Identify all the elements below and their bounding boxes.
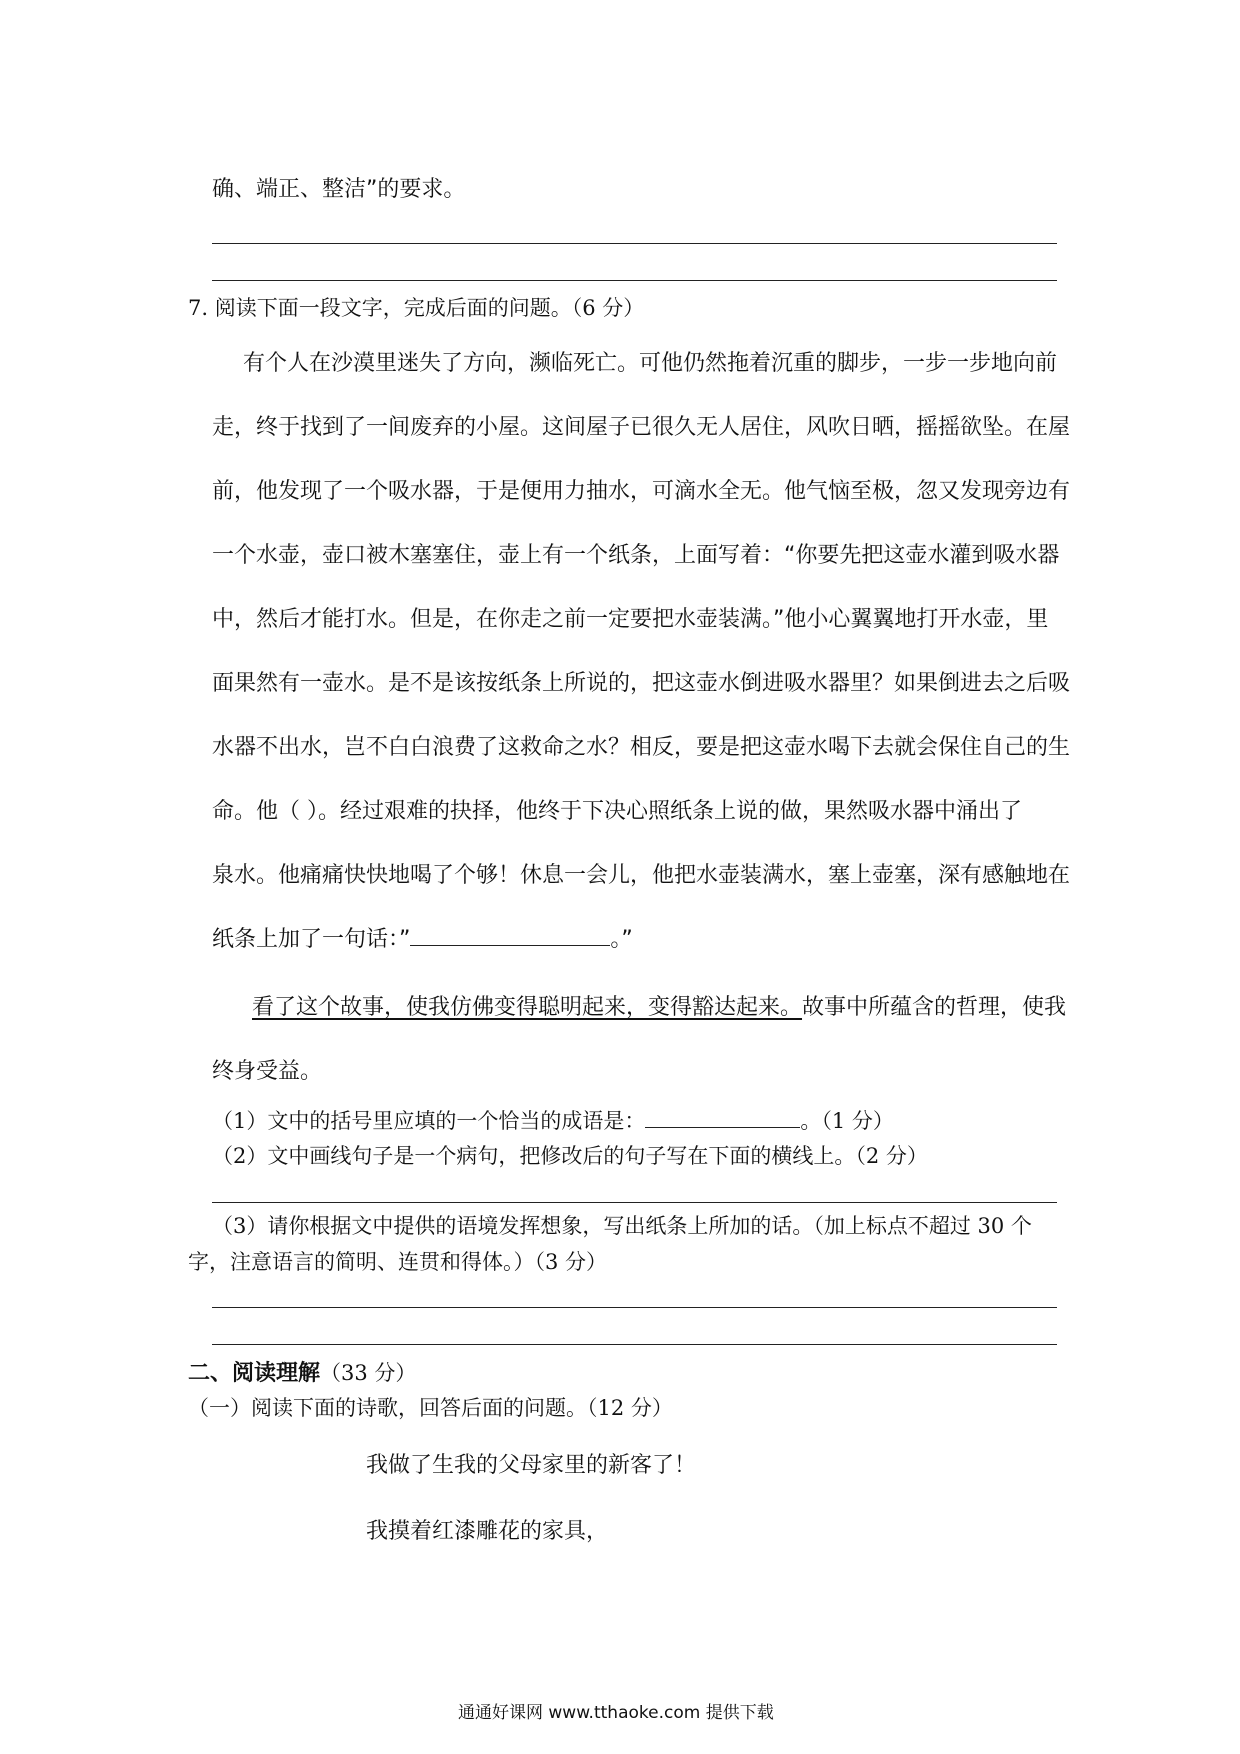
idiom-blank bbox=[645, 1109, 800, 1128]
sub-question-3-line2: 字，注意语言的简明、连贯和得体。）（3 分） bbox=[188, 1250, 608, 1274]
passage-line: 中，然后才能打水。但是，在你走之前一定要把水壶装满。”他小心翼翼地打开水壶，里 bbox=[212, 607, 1049, 632]
passage-last-line bbox=[212, 922, 633, 953]
passage-final-line: 终身受益。 bbox=[212, 1059, 323, 1084]
passage-last-suffix: 。” bbox=[610, 927, 633, 952]
answer-line bbox=[212, 280, 1057, 281]
sub1-prefix: （1）文中的括号里应填的一个恰当的成语是： bbox=[212, 1109, 646, 1133]
passage-line: 前，他发现了一个吸水器，于是便用力抽水，可滴水全无。他气恼至极，忽又发现旁边有 bbox=[212, 479, 1071, 504]
passage-line: 走，终于找到了一间废弃的小屋。这间屋子已很久无人居住，风吹日晒，摇摇欲坠。在屋 bbox=[212, 415, 1071, 440]
passage-line: 水器不出水，岂不白白浪费了这救命之水？相反，要是把这壶水喝下去就会保住自己的生 bbox=[212, 735, 1071, 760]
section-2-score: （33 分） bbox=[320, 1361, 417, 1385]
passage-line: 有个人在沙漠里迷失了方向，濒临死亡。可他仍然拖着沉重的脚步，一步一步地向前 bbox=[243, 351, 1058, 376]
poem-line: 我做了生我的父母家里的新客了！ bbox=[366, 1453, 697, 1478]
passage-conclusion bbox=[252, 990, 1066, 1021]
passage-line: 一个水壶，壶口被木塞塞住，壶上有一个纸条，上面写着：“你要先把这壶水灌到吸水器 bbox=[212, 543, 1060, 568]
answer-line bbox=[212, 243, 1057, 244]
section-2-title bbox=[188, 1356, 416, 1387]
underlined-sentence: 看了这个故事，使我仿佛变得聪明起来，变得豁达起来。 bbox=[252, 995, 803, 1020]
passage-last-prefix: 纸条上加了一句话：” bbox=[212, 927, 411, 952]
section-2-title-main: 二、阅读理解 bbox=[188, 1360, 321, 1386]
passage-line: 泉水。他痛痛快快地喝了个够！休息一会儿，他把水壶装满水，塞上壶塞，深有感触地在 bbox=[212, 863, 1071, 888]
sub-question-3-line1: （3）请你根据文中提供的语境发挥想象，写出纸条上所加的话。（加上标点不超过 30 个 bbox=[212, 1214, 1032, 1238]
answer-line bbox=[212, 1202, 1057, 1203]
sub-question-2: （2）文中画线句子是一个病句，把修改后的句子写在下面的横线上。（2 分） bbox=[212, 1144, 928, 1168]
sub1-suffix: 。（1 分） bbox=[800, 1109, 894, 1133]
answer-line bbox=[212, 1344, 1057, 1345]
q6-tail-text: 确、端正、整洁”的要求。 bbox=[212, 177, 466, 202]
after-underline-text: 故事中所蕴含的哲理，使我 bbox=[802, 995, 1067, 1020]
passage-line: 命。他（ ）。经过艰难的抉择，他终于下决心照纸条上说的做，果然吸水器中涌出了 bbox=[212, 799, 1022, 824]
page-footer: 通通好课网 www.tthaoke.com 提供下载 bbox=[458, 1703, 774, 1723]
passage-line: 面果然有一壶水。是不是该按纸条上所说的，把这壶水倒进吸水器里？如果倒进去之后吸 bbox=[212, 671, 1071, 696]
answer-line bbox=[212, 1307, 1057, 1308]
sub-question-1 bbox=[212, 1105, 894, 1135]
note-blank bbox=[410, 927, 610, 946]
section-2-part-1-title: （一）阅读下面的诗歌，回答后面的问题。（12 分） bbox=[188, 1396, 673, 1420]
question-7-title: 7. 阅读下面一段文字，完成后面的问题。（6 分） bbox=[188, 296, 645, 320]
poem-line: 我摸着红漆雕花的家具， bbox=[366, 1519, 609, 1544]
